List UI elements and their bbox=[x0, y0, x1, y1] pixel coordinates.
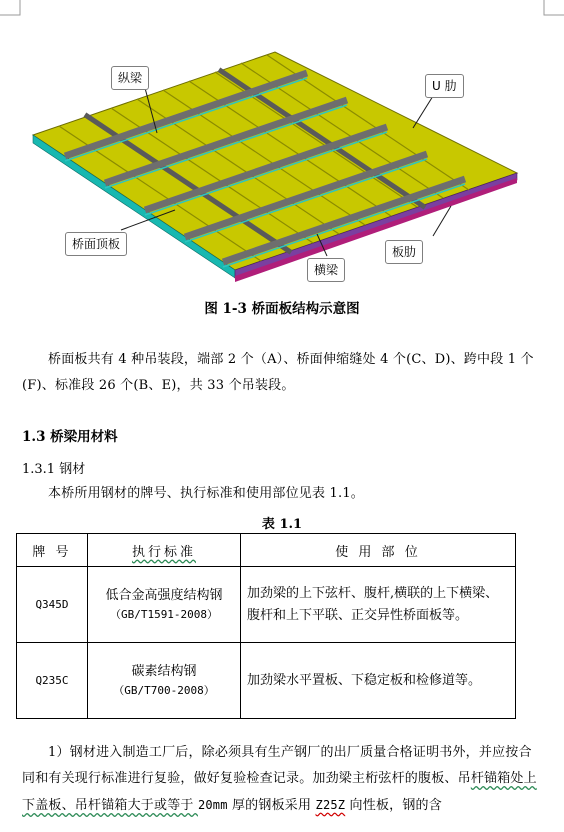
cell-usage-line: 加劲梁的上下弦杆、腹杆,横联的上下横梁、 bbox=[247, 585, 499, 601]
cell-standard-code: （GB/T1591-2008） bbox=[109, 607, 219, 621]
table-row bbox=[17, 643, 516, 719]
paragraph-table-intro bbox=[22, 481, 542, 507]
deck-structure-figure bbox=[25, 30, 535, 292]
figure-caption: 图 1-3 桥面板结构示意图 bbox=[204, 301, 360, 317]
thickness-value: 20mm bbox=[197, 798, 228, 812]
label-cross-beam: 横梁 bbox=[307, 258, 345, 282]
label-longitudinal-beam: 纵梁 bbox=[111, 66, 149, 90]
paragraph-steel-inspection-text-4: 向性板，钢的含 bbox=[345, 798, 442, 813]
paragraph-steel-inspection-text: 1）钢材进入制造工厂后，除必须具有生产钢厂的出厂质量合格证明书外，并应按合同和有关现行标准进行复验，做好复验检查记录。加劲梁主桁弦杆的腹板、吊 bbox=[22, 745, 532, 786]
label-u-rib: U 肋 bbox=[425, 74, 464, 98]
steel-grade-z25z: Z25Z bbox=[315, 798, 346, 812]
header-standard bbox=[88, 534, 241, 567]
header-standard-text: 执行标准 bbox=[131, 544, 196, 560]
cell-usage-line: 加劲梁水平置板、下稳定板和检修道等。 bbox=[247, 672, 482, 688]
label-plate-rib: 板肋 bbox=[385, 240, 423, 264]
leader-u-rib bbox=[413, 96, 433, 128]
section-title: 1.3 桥梁用材料 bbox=[22, 429, 118, 445]
table-caption: 表 1.1 bbox=[261, 517, 303, 532]
header-grade: 牌 号 bbox=[17, 534, 88, 567]
label-deck-plate: 桥面顶板 bbox=[65, 232, 127, 256]
corner-mark-left bbox=[0, 0, 40, 20]
cell-grade: Q345D bbox=[17, 567, 88, 643]
paragraph-steel-inspection-text-3: 厚的钢板采用 bbox=[227, 798, 316, 813]
cell-standard bbox=[88, 643, 241, 719]
paragraph-steel-inspection-text-2: 杆锚箱处上下盖板、吊杆锚箱大于或等于 bbox=[22, 771, 537, 813]
table-row bbox=[17, 567, 516, 643]
steel-materials-table bbox=[16, 533, 516, 719]
cell-grade: Q235C bbox=[17, 643, 88, 719]
header-usage: 使 用 部 位 bbox=[241, 534, 516, 567]
paragraph-steel-inspection bbox=[22, 740, 542, 819]
paragraph-lifting-segments-text: 桥面板共有 4 种吊装段，端部 2 个（A）、桥面伸缩缝处 4 个(C、D)、跨中段 1 个(F)、标准段 26 个(B、E)，共 33 个吊装段。 bbox=[22, 352, 534, 393]
cell-usage bbox=[241, 567, 516, 643]
table-header-row bbox=[17, 534, 516, 567]
corner-mark-right bbox=[530, 0, 564, 20]
cell-usage-line: 腹杆和上下平联、正交异性桥面板等。 bbox=[247, 607, 469, 623]
paragraph-lifting-segments bbox=[22, 347, 542, 399]
cell-standard-name: 碳素结构钢 bbox=[131, 663, 197, 679]
cell-standard-code: （GB/T700-2008） bbox=[113, 683, 215, 697]
cell-standard bbox=[88, 567, 241, 643]
cell-standard-name: 低合金高强度结构钢 bbox=[105, 587, 223, 603]
cell-usage bbox=[241, 643, 516, 719]
subsection-title: 1.3.1 钢材 bbox=[22, 462, 86, 477]
paragraph-table-intro-text: 本桥所用钢材的牌号、执行标准和使用部位见表 1.1。 bbox=[48, 486, 365, 501]
